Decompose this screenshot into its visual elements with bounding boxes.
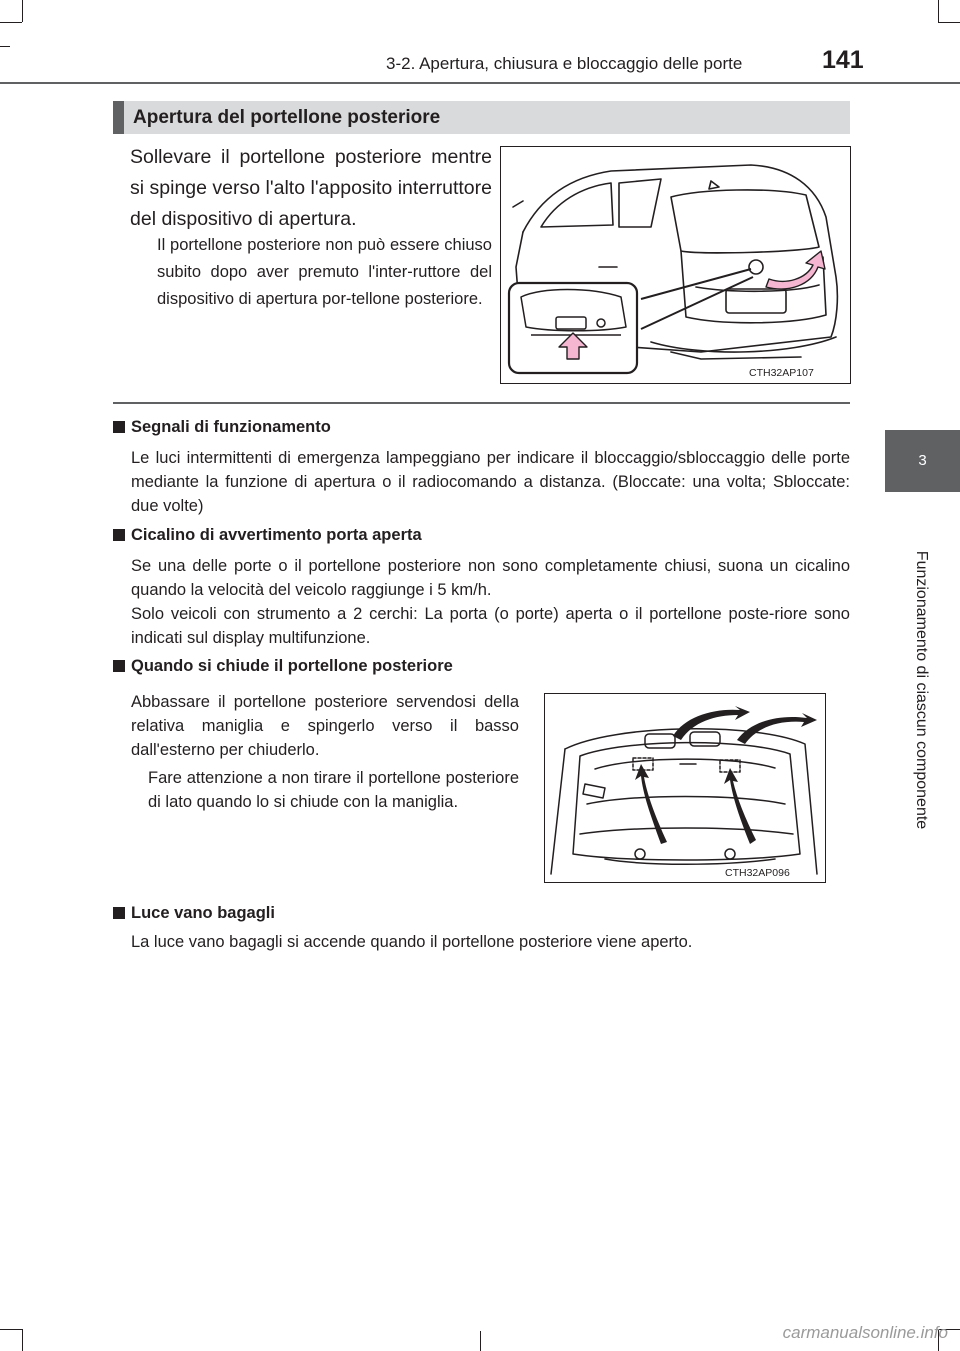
instruction-text: Sollevare il portellone posteriore mentre si spinge verso l'alto l'apposito interruttore del dispositivo di apertura. bbox=[130, 146, 492, 230]
subsection-note: Fare attenzione a non tirare il portellone posteriore di lato quando lo si chiude con la maniglia. bbox=[148, 769, 519, 811]
watermark: carmanualsonline.info bbox=[782, 1323, 948, 1342]
subsection-paragraph: La luce vano bagagli si accende quando il portellone posteriore viene aperto. bbox=[131, 933, 693, 951]
subsection-heading: Luce vano bagagli bbox=[113, 904, 275, 923]
figure-code: CTH32AP096 bbox=[725, 867, 790, 879]
tailgate-interior-illustration bbox=[545, 694, 825, 882]
chapter-title-vertical bbox=[883, 500, 958, 880]
header-rule bbox=[0, 82, 960, 84]
subsection-paragraph: Se una delle porte o il portellone posteriore non sono completamente chiusi, suona un cicalino quando la velocità del veicolo raggiunge i 5 km/h. bbox=[131, 557, 850, 599]
chapter-tab bbox=[885, 430, 960, 492]
section-divider bbox=[113, 402, 850, 404]
car-rear-illustration bbox=[501, 147, 850, 383]
crop-mark-bottom-left-v bbox=[22, 1329, 23, 1351]
square-bullet-icon bbox=[113, 529, 125, 541]
section-heading-text: Apertura del portellone posteriore bbox=[133, 107, 441, 128]
figure-code: CTH32AP107 bbox=[749, 367, 814, 379]
square-bullet-icon bbox=[113, 421, 125, 433]
square-bullet-icon bbox=[113, 907, 125, 919]
subsection-paragraph: Solo veicoli con strumento a 2 cerchi: La porta (o porte) aperta o il portellone poste-riore sono indicati sul display multifunzione. bbox=[131, 605, 850, 647]
subsection-heading: Segnali di funzionamento bbox=[113, 418, 331, 437]
page-number: 141 bbox=[822, 46, 864, 74]
square-bullet-icon bbox=[113, 660, 125, 672]
subsection-heading: Quando si chiude il portellone posteriore bbox=[113, 657, 453, 676]
crop-mark-top-left-h2 bbox=[0, 46, 10, 47]
chapter-number: 3 bbox=[918, 452, 927, 469]
crop-mark-top-left-v bbox=[22, 0, 23, 22]
subsection-heading: Cicalino di avvertimento porta aperta bbox=[113, 526, 422, 545]
subsection-paragraph: Abbassare il portellone posteriore servendosi della relativa maniglia e spingerlo verso il basso dall'esterno per chiuderlo. bbox=[131, 693, 519, 759]
crop-mark-bottom-left-h bbox=[0, 1329, 22, 1330]
crop-mark-top-right-h bbox=[938, 22, 960, 23]
header-section-title: 3-2. Apertura, chiusura e bloccaggio delle porte bbox=[386, 54, 743, 73]
section-heading bbox=[113, 101, 850, 134]
crop-mark-top-right-v bbox=[938, 0, 939, 22]
subsection-paragraph: Le luci intermittenti di emergenza lampeggiano per indicare il bloccaggio/sbloccaggio delle porte mediante la funzione di apertura o il radiocomando a distanza. (Bloccate: una volta; Sbloccate: due volte) bbox=[131, 449, 850, 515]
instruction-note: Il portellone posteriore non può essere chiuso subito dopo aver premuto l'inter-ruttore del dispositivo di apertura por-tellone posteriore. bbox=[157, 236, 492, 308]
crop-mark-top-left-h bbox=[0, 22, 22, 23]
figure-tailgate-opener bbox=[500, 146, 851, 384]
chapter-title: Funzionamento di ciascun componente bbox=[912, 550, 930, 830]
crop-mark-bottom-center-v bbox=[480, 1331, 481, 1351]
section-heading-bar bbox=[113, 101, 124, 134]
figure-tailgate-handles bbox=[544, 693, 826, 883]
